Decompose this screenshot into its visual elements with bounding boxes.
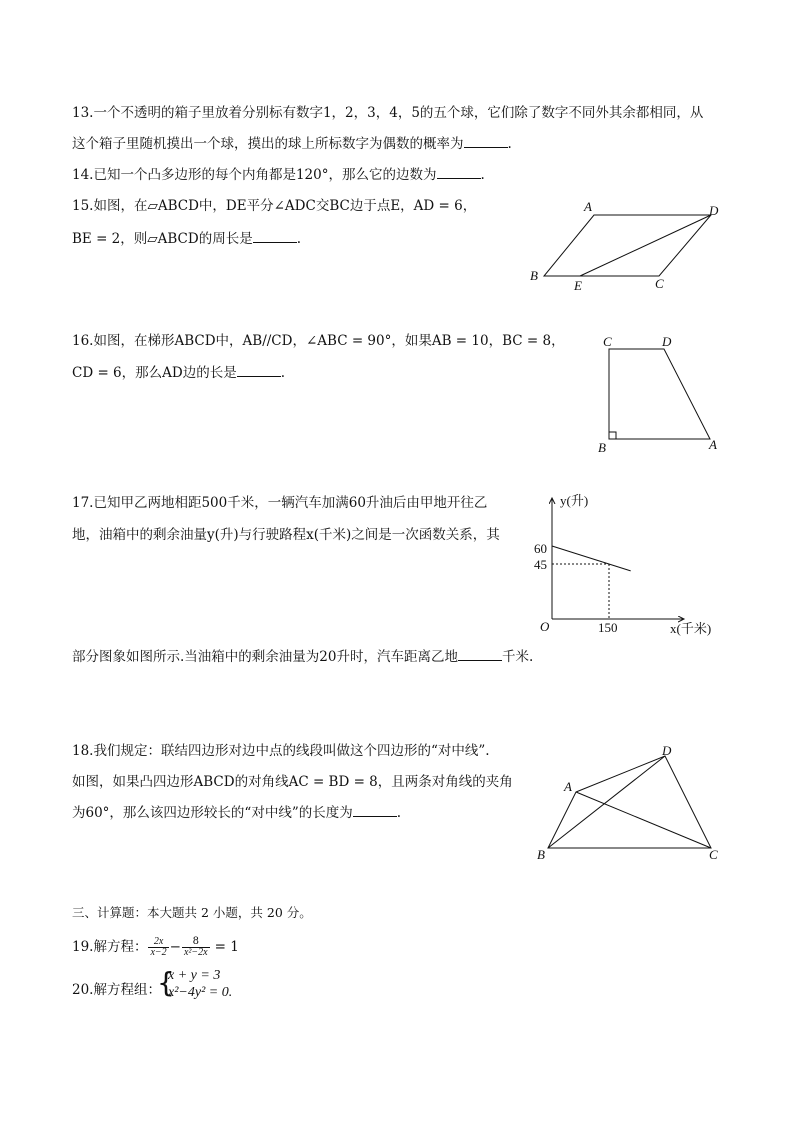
q20-eq2-wrap xyxy=(168,985,232,1001)
q16-label-B: B xyxy=(598,440,606,455)
q20-eq1: x + y = 3 xyxy=(168,968,221,983)
q18-diagonal-AC xyxy=(576,792,711,848)
q17-origin-label: O xyxy=(540,619,550,634)
q17-line1: 17.已知甲乙两地相距500千米，一辆汽车加满60升油后由甲地开往乙 xyxy=(72,495,488,511)
q18-label-C: C xyxy=(709,847,718,862)
q17-y-label: y(升) xyxy=(560,493,589,508)
q18-line3: 为60°，那么该四边形较长的“对中线”的长度为 xyxy=(72,805,353,821)
q15-end: . xyxy=(296,231,302,247)
q19-fraction-2 xyxy=(182,937,210,958)
q18-quadrilateral xyxy=(548,756,711,848)
q18-label-B: B xyxy=(537,847,545,862)
q20-eq2: x²−4y² = 0 xyxy=(168,985,229,1000)
q16-line2: CD = 6，那么AD边的长是 xyxy=(72,365,237,381)
q20-end: . xyxy=(228,985,233,1000)
q18-line2: 如图，如果凸四边形ABCD的对角线AC = BD = 8，且两条对角线的夹角 xyxy=(72,774,513,790)
q18-label-D: D xyxy=(662,743,672,758)
q17-tick-60: 60 xyxy=(534,541,547,556)
q17-line2: 地，油箱中的剩余油量y(升)与行驶路程x(千米)之间是一次函数关系，其 xyxy=(72,527,500,543)
q17-tick-150: 150 xyxy=(598,620,618,635)
q18-line1: 18.我们规定：联结四边形对边中点的线段叫做这个四边形的“对中线”. xyxy=(72,743,490,759)
q15-label-D: D xyxy=(709,203,719,218)
q16-end: . xyxy=(280,365,286,381)
q17-line3: 部分图象如图所示.当油箱中的剩余油量为20升时，汽车距离乙地 xyxy=(72,649,458,665)
q19-fraction-1 xyxy=(148,937,168,958)
q16-line1: 16.如图，在梯形ABCD中，AB//CD，∠ABC = 90°，如果AB = 10，BC = 8， xyxy=(72,333,565,349)
q15-line1: 15.如图，在▱ABCD中，DE平分∠ADC交BC边于点E，AD = 6， xyxy=(72,198,477,214)
q19-prefix: 19.解方程： xyxy=(72,939,148,955)
q14-text: 14.已知一个凸多边形的每个内角都是120°，那么它的边数为 xyxy=(72,167,437,183)
q19-f1-denominator: x−2 xyxy=(150,947,167,958)
q13-line2: 这个箱子里随机摸出一个球，摸出的球上所标数字为偶数的概率为 xyxy=(72,136,464,152)
q16-label-A: A xyxy=(709,437,717,452)
q18-diagonal-BD xyxy=(548,756,665,848)
q20-brace: { xyxy=(157,966,175,999)
q19-minus: − xyxy=(169,939,181,955)
q18-label-A: A xyxy=(564,779,572,794)
q20-prefix: 20.解方程组： xyxy=(72,982,161,998)
q15-line2: BE = 2，则▱ABCD的周长是 xyxy=(72,231,253,247)
q19-wrap xyxy=(72,935,239,959)
q18-end: . xyxy=(396,805,402,821)
q13-line1: 13.一个不透明的箱子里放着分别标有数字1，2，3，4，5的五个球，它们除了数字不同外其余都相同，从 xyxy=(72,105,704,121)
q19-f2-denominator: x²−2x xyxy=(183,947,208,958)
section3-title: 三、计算题：本大题共 2 小题，共 20 分。 xyxy=(72,905,312,920)
q16-label-D: D xyxy=(662,334,672,349)
q15-label-B: B xyxy=(530,268,538,283)
q17-x-label: x(千米) xyxy=(670,621,712,636)
q16-label-C: C xyxy=(603,334,612,349)
q17-unit: 千米. xyxy=(501,649,534,665)
q14-end: . xyxy=(480,167,485,183)
q15-label-E: E xyxy=(574,278,582,293)
q15-label-C: C xyxy=(655,276,664,291)
q19-rhs: = 1 xyxy=(214,939,239,955)
q17-tick-45: 45 xyxy=(534,557,547,572)
q15-label-A: A xyxy=(584,199,592,214)
q19-f1-numerator: 2x xyxy=(148,937,168,948)
q19-f2-numerator: 8 xyxy=(182,937,210,948)
q13-end: . xyxy=(507,136,512,152)
